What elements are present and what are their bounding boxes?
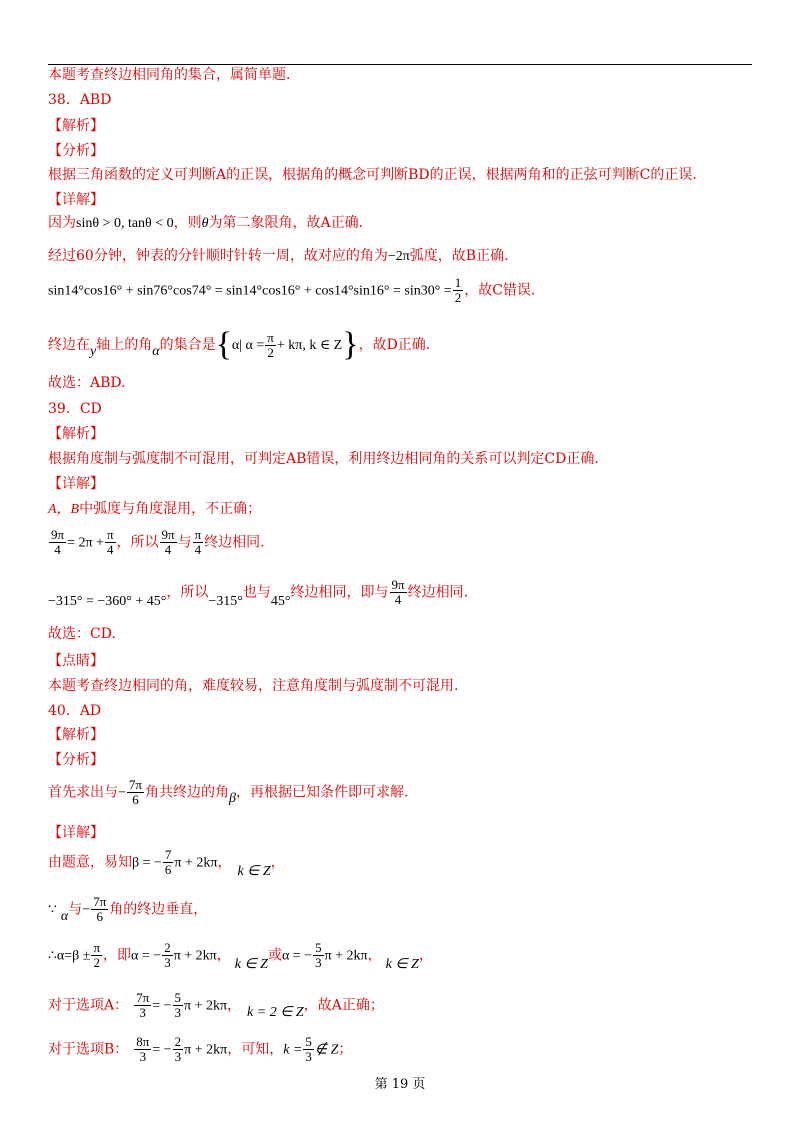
math-inline: π + 2kπ: [184, 998, 228, 1014]
math-inline: = −: [152, 998, 172, 1014]
because-symbol: ∵: [48, 901, 57, 918]
q38-answer-title: 38．ABD: [48, 92, 112, 108]
math-y: y: [90, 344, 97, 359]
math-inline: β = −: [132, 855, 162, 871]
math-k-value: k =: [283, 1042, 303, 1058]
math-fraction: $\frac{\pi}{4}$: [194, 527, 202, 557]
math-fraction: $\frac{9\pi}{4}$: [161, 527, 175, 557]
q38-analysis: 根据三角函数的定义可判断A的正误，根据角的概念可判断BD的正误，根据两角和的正弦可判断C的正误.: [48, 167, 697, 183]
math-fraction: $\frac{5}{3}$: [305, 1034, 312, 1064]
q38-detail-b: 经过60分钟，钟表的分针顺时针转一周，故对应的角为−2π弧度，故B正确.: [48, 248, 509, 264]
therefore-symbol: ∴: [48, 947, 57, 964]
page-footer: 第 19 页: [374, 1077, 426, 1092]
math-fraction: $\frac{9\pi}{4}$: [51, 527, 65, 557]
math-ab: A，B: [48, 502, 80, 517]
math-k-value: k = 2 ∈ Z: [247, 1004, 304, 1020]
q39-detail-a: A，B中弧度与角度混用，不正确；: [48, 501, 262, 517]
math-fraction: $\frac{7}{6}$: [164, 847, 172, 877]
math-k-domain: k ∈ Z: [237, 863, 271, 879]
q40-detail-b: ∵ α与− $\frac{7\pi}{6}$ 角的终边垂直，: [48, 894, 208, 924]
math-fraction: $\frac{7\pi}{3}$: [136, 990, 150, 1020]
math-fraction: $\frac{7\pi}{6}$: [128, 777, 142, 807]
math-inline: −315° = −360° + 45°: [48, 593, 167, 609]
math-inline: α = −: [281, 948, 313, 964]
math-inline: π + 2kπ: [184, 1042, 228, 1058]
q38-choice: 故选：ABD.: [48, 375, 126, 391]
q38-detail-d: 终边在y轴上的角α的集合是{α| α = $\frac{\pi}{2}$ + kπ, k ∈ Z}，故D正确.: [48, 326, 431, 363]
section-jiexi: 【解析】: [48, 426, 104, 442]
q39-choice: 故选：CD.: [48, 626, 116, 642]
set-brace-close: }: [342, 326, 359, 363]
math-fraction: $\frac{5}{3}$: [174, 990, 181, 1020]
math-beta: β: [228, 790, 236, 806]
math-inline: −: [82, 902, 91, 918]
summary-line: 本题考查终边相同角的集合，属简单题.: [48, 67, 291, 83]
section-xiangjie: 【详解】: [48, 192, 104, 208]
math-inline: sinθ > 0, tanθ < 0: [76, 216, 174, 231]
math-fraction: $\frac{\pi}{4}$: [106, 527, 114, 557]
section-jiexi: 【解析】: [48, 118, 104, 134]
math-inline: = 2π +: [67, 535, 104, 551]
section-fenxi: 【分析】: [48, 752, 104, 768]
math-inline: α = −: [131, 948, 162, 964]
section-xiangjie: 【详解】: [48, 825, 104, 841]
header-rule: [48, 64, 752, 65]
section-xiangjie: 【详解】: [48, 476, 104, 492]
q39-analysis: 根据角度制与弧度制不可混用，可判定AB错误，利用终边相同角的关系可以判定CD正确.: [48, 451, 599, 467]
math-inline: π + 2kπ: [324, 948, 368, 964]
math-fraction: $\frac{5}{3}$: [315, 940, 322, 970]
math-equation: sin14°cos16° + sin76°cos74° = sin14°cos16° + cos14°sin16° = sin30° =: [48, 283, 452, 299]
section-dianjing: 【点睛】: [48, 653, 104, 669]
math-inline: 45°: [270, 593, 291, 609]
math-alpha: α: [152, 344, 160, 359]
math-inline: = −: [152, 1042, 172, 1058]
math-fraction: $\frac{\pi}{2}$: [267, 329, 274, 360]
math-fraction: $\frac{8\pi}{3}$: [136, 1034, 150, 1064]
math-fraction: $\frac{9\pi}{4}$: [391, 577, 405, 607]
math-fraction: $\frac{2}{3}$: [164, 940, 171, 970]
math-k-domain: k ∈ Z: [385, 956, 419, 972]
section-fenxi: 【分析】: [48, 143, 104, 159]
math-alpha: α: [60, 908, 69, 924]
q40-detail-d: 对于选项A： $\frac{7\pi}{3}$ = − $\frac{5}{3}$ π + 2kπ， k = 2 ∈ Z，故A正确；: [48, 990, 384, 1020]
q39-answer-title: 39．CD: [48, 401, 102, 417]
q40-answer-title: 40．AD: [48, 703, 102, 719]
math-inline: −315°: [208, 593, 243, 609]
q39-detail-b: $\frac{9\pi}{4}$ = 2π + $\frac{\pi}{4}$ ，所以 $\frac{9\pi}{4}$ 与 $\frac{\pi}{4}$ 终边相同.: [51, 527, 265, 557]
math-fraction: $\frac{\pi}{2}$: [93, 940, 101, 970]
math-not-in: ∉ Z: [314, 1042, 339, 1058]
math-fraction: $\frac{1}{2}$: [454, 275, 462, 305]
q39-detail-c: −315° = −360° + 45°，所以−315°也与45°终边相同，即与 $\frac{9\pi}{4}$ 终边相同.: [48, 577, 469, 609]
q40-analysis: 首先求出与− $\frac{7\pi}{6}$ 角共终边的角β，再根据已知条件即可求解.: [48, 777, 409, 807]
q38-detail-c: sin14°cos16° + sin76°cos74° = sin14°cos16° + cos14°sin16° = sin30° = $\frac{1}{2}$ ，故C错误.: [48, 275, 536, 305]
q40-detail-e: 对于选项B： $\frac{8\pi}{3}$ = − $\frac{2}{3}$ π + 2kπ，可知，k = $\frac{5}{3}$ ∉ Z；: [48, 1034, 353, 1064]
math-set: + kπ, k ∈ Z: [276, 338, 343, 353]
q38-detail-a: 因为sinθ > 0, tanθ < 0，则θ为第二象限角，故A正确.: [48, 215, 364, 231]
math-inline: α=β ±: [56, 948, 91, 964]
math-theta: θ: [201, 216, 209, 231]
math-inline: π + 2kπ: [173, 948, 217, 964]
q39-note: 本题考查终边相同的角，难度较易，注意角度制与弧度制不可混用.: [48, 678, 459, 694]
q40-detail-a: 由题意，易知β = − $\frac{7}{6}$ π + 2kπ，k ∈ Z，: [48, 847, 285, 879]
math-k-domain: k ∈ Z: [234, 956, 268, 972]
q40-detail-c: ∴α=β ± $\frac{\pi}{2}$ ，即α = − $\frac{2}{3}$ π + 2kπ，k ∈ Z或α = − $\frac{5}{3}$ π + 2kπ，k ∈ Z，: [48, 940, 433, 972]
math-inline: −2π: [387, 249, 410, 264]
math-inline: −: [118, 785, 126, 801]
math-set: α| α =: [231, 338, 265, 353]
section-jiexi: 【解析】: [48, 727, 104, 743]
math-fraction: $\frac{7\pi}{6}$: [93, 894, 107, 924]
math-fraction: $\frac{2}{3}$: [174, 1034, 182, 1064]
set-brace-open: {: [215, 326, 232, 363]
math-inline: π + 2kπ: [174, 855, 218, 871]
